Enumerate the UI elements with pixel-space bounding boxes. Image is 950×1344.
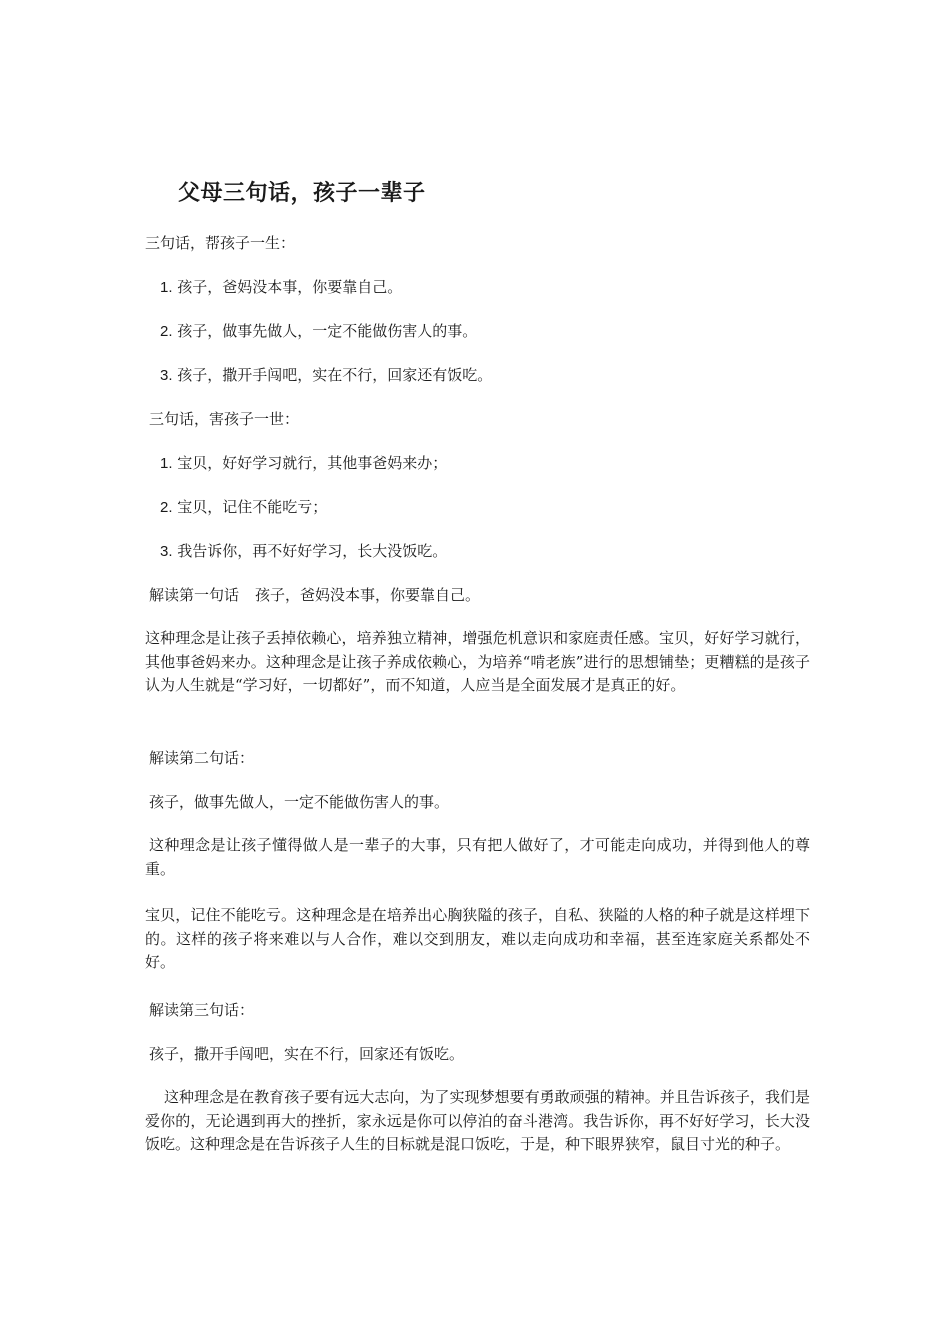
help-item-1 bbox=[160, 275, 402, 300]
interp2-heading: 解读第二句话： bbox=[149, 749, 255, 767]
help-item-3-number: 3. bbox=[160, 367, 173, 384]
interp1-heading: 解读第一句话 bbox=[149, 586, 240, 604]
document-title: 父母三句话，孩子一辈子 bbox=[178, 181, 426, 206]
help-item-1-text: 孩子，爸妈没本事，你要靠自己。 bbox=[177, 278, 403, 296]
harm-item-2-text: 宝贝，记住不能吃亏； bbox=[177, 498, 328, 516]
help-heading: 三句话，帮孩子一生： bbox=[145, 234, 296, 252]
interp3-quote: 孩子，撒开手闯吧，实在不行，回家还有饭吃。 bbox=[149, 1045, 465, 1063]
help-item-1-number: 1. bbox=[160, 279, 173, 296]
interp1-body: 这种理念是让孩子丢掉依赖心，培养独立精神，增强危机意识和家庭责任感。宝贝，好好学习就行，其他事爸妈来办。这种理念是让孩子养成依赖心，为培养“啃老族”进行的思想铺垫；更糟糕的是孩子认为人生就是“学习好，一切都好”，而不知道，人应当是全面发展才是真正的好。 bbox=[145, 629, 810, 694]
harm-item-1 bbox=[160, 451, 447, 476]
harm-heading: 三句话，害孩子一世： bbox=[149, 410, 300, 428]
interp1-heading-line bbox=[149, 583, 480, 607]
harm-item-2-number: 2. bbox=[160, 499, 173, 516]
harm-item-3 bbox=[160, 539, 447, 564]
harm-item-1-number: 1. bbox=[160, 455, 173, 472]
interp2-body-2: 宝贝，记住不能吃亏。这种理念是在培养出心胸狭隘的孩子，自私、狭隘的人格的种子就是这样埋下的。这样的孩子将来难以与人合作，难以交到朋友，难以走向成功和幸福，甚至连家庭关系都处不好。 bbox=[145, 906, 810, 971]
help-item-3-text: 孩子，撒开手闯吧，实在不行，回家还有饭吃。 bbox=[177, 366, 493, 384]
interp3-body: 这种理念是在教育孩子要有远大志向，为了实现梦想要有勇敢顽强的精神。并且告诉孩子，我们是爱你的，无论遇到再大的挫折，家永远是你可以停泊的奋斗港湾。我告诉你，再不好好学习，长大没饭吃。这种理念是在告诉孩子人生的目标就是混口饭吃，于是，种下眼界狭窄，鼠目寸光的种子。 bbox=[145, 1088, 810, 1153]
interp1-quote: 孩子，爸妈没本事，你要靠自己。 bbox=[255, 586, 481, 604]
harm-item-3-number: 3. bbox=[160, 543, 173, 560]
harm-item-1-text: 宝贝，好好学习就行，其他事爸妈来办； bbox=[177, 454, 448, 472]
interp3-heading: 解读第三句话： bbox=[149, 1001, 255, 1019]
help-item-2-text: 孩子，做事先做人，一定不能做伤害人的事。 bbox=[177, 322, 478, 340]
harm-item-3-text: 我告诉你，再不好好学习，长大没饭吃。 bbox=[177, 542, 448, 560]
interp2-body-1: 这种理念是让孩子懂得做人是一辈子的大事，只有把人做好了，才可能走向成功，并得到他人的尊重。 bbox=[145, 836, 810, 878]
help-item-2 bbox=[160, 319, 477, 344]
interp2-quote: 孩子，做事先做人，一定不能做伤害人的事。 bbox=[149, 793, 450, 811]
help-item-3 bbox=[160, 363, 492, 388]
harm-item-2 bbox=[160, 495, 327, 520]
help-item-2-number: 2. bbox=[160, 323, 173, 340]
